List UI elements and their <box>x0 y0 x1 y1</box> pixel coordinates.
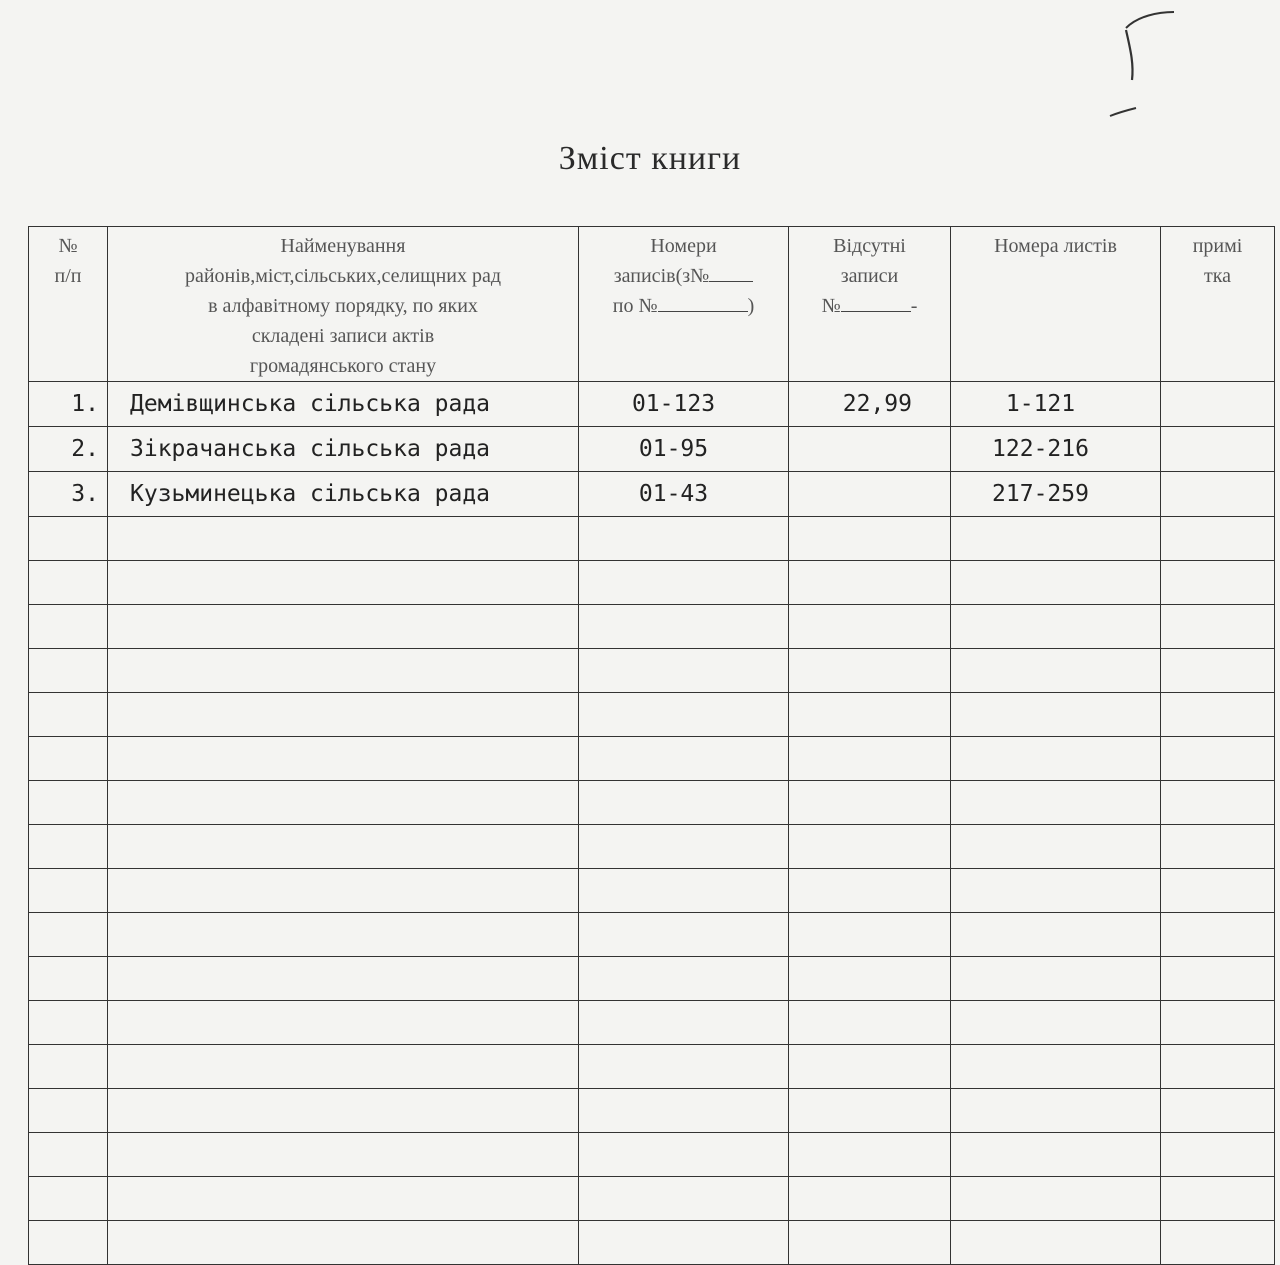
empty-row <box>29 1177 1275 1221</box>
row-number: 1. <box>29 382 108 427</box>
sheet-range: 217-259 <box>951 472 1161 517</box>
empty-row <box>29 869 1275 913</box>
empty-row <box>29 517 1275 561</box>
record-range: 01-43 <box>579 472 789 517</box>
handwritten-page-mark <box>1108 8 1178 118</box>
header-record-numbers: Номери записів(з№ по № ) <box>579 227 789 382</box>
empty-row <box>29 1133 1275 1177</box>
header-sheet-numbers: Номера листів <box>951 227 1161 382</box>
empty-row <box>29 649 1275 693</box>
empty-row <box>29 737 1275 781</box>
table-row <box>29 427 1275 472</box>
sheet-range: 1-121 <box>951 382 1161 427</box>
council-name: Кузьминецька сільська рада <box>108 472 579 517</box>
empty-row <box>29 561 1275 605</box>
missing-records <box>789 472 951 517</box>
council-name: Демівщинська сільська рада <box>108 382 579 427</box>
page-title: Зміст книги <box>558 140 742 177</box>
empty-row <box>29 605 1275 649</box>
row-number: 2. <box>29 427 108 472</box>
header-number: № п/п <box>29 227 108 382</box>
empty-row <box>29 1089 1275 1133</box>
empty-row <box>29 825 1275 869</box>
table-row <box>29 382 1275 427</box>
table-row <box>29 472 1275 517</box>
empty-row <box>29 781 1275 825</box>
contents-table <box>28 226 1275 1265</box>
sheet-range: 122-216 <box>951 427 1161 472</box>
missing-records: 22,99 <box>789 382 951 427</box>
empty-row <box>29 1221 1275 1265</box>
empty-row <box>29 957 1275 1001</box>
council-name: Зікрачанська сільська рада <box>108 427 579 472</box>
notes-cell <box>1161 472 1275 517</box>
empty-row <box>29 1045 1275 1089</box>
row-number: 3. <box>29 472 108 517</box>
notes-cell <box>1161 427 1275 472</box>
missing-records <box>789 427 951 472</box>
record-range: 01-95 <box>579 427 789 472</box>
header-name: Найменування районів,міст,сільських,селищних рад в алфавітному порядку, по яких складені записи актів громадянського стану <box>108 227 579 382</box>
table-header-row <box>29 227 1275 382</box>
empty-row <box>29 913 1275 957</box>
empty-row <box>29 1001 1275 1045</box>
empty-row <box>29 693 1275 737</box>
header-notes: примі тка <box>1161 227 1275 382</box>
header-missing-records: Відсутні записи № - <box>789 227 951 382</box>
record-range: 01-123 <box>579 382 789 427</box>
notes-cell <box>1161 382 1275 427</box>
